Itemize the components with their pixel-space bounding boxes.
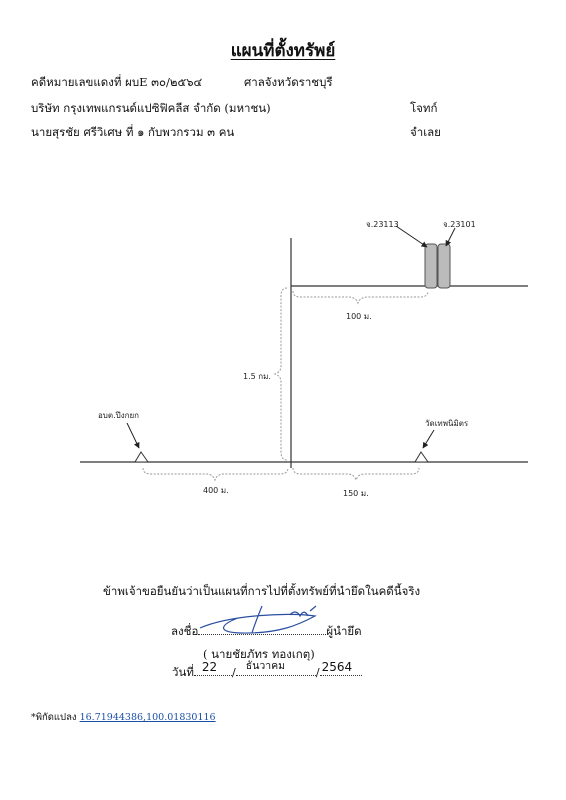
distance-150m-label: 150 ม. (343, 489, 369, 498)
distance-vertical-label: 1.5 กม. (243, 372, 271, 381)
coordinates-line (31, 710, 216, 725)
month-field (236, 660, 316, 676)
brace-400m (143, 468, 288, 480)
defendant-role: จำเลย (410, 125, 441, 139)
signature-line (171, 623, 362, 641)
day-value: 22 (201, 660, 218, 674)
date-sep-2: / (315, 665, 320, 679)
pole-left-arrow (396, 226, 427, 247)
court-name: ศาลจังหวัดราชบุรี (244, 75, 333, 89)
signature-dots (198, 634, 326, 635)
landmark-right-arrow (423, 430, 434, 448)
utility-poles-icon (425, 244, 450, 288)
year-field (320, 660, 362, 676)
landmark-left-triangle-icon (135, 452, 148, 462)
coordinates-label: *พิกัดแปลง (31, 712, 77, 723)
landmark-right-triangle-icon (415, 452, 428, 462)
brace-100m (293, 291, 428, 303)
defendant-name: นายสุรชัย ศรีวิเศษ ที่ ๑ กับพวกรวม ๓ คน (31, 125, 235, 139)
distance-100m-label: 100 ม. (346, 312, 372, 321)
plaintiff-name: บริษัท กรุงเทพแกรนด์แปซิฟิคลีส จำกัด (มหาชน) (31, 101, 271, 115)
day-field (194, 660, 232, 676)
page-title: แผนที่ตั้งทรัพย์ (230, 41, 336, 61)
date-label: วันที่ (172, 665, 194, 679)
pole-left-label: จ.23113 (366, 220, 399, 229)
year-value: 2564 (321, 660, 353, 674)
brace-vertical (275, 288, 287, 460)
sign-label: ลงชื่อ (171, 624, 199, 638)
signer-name: ( นายชัยภัทร ทองเกตุ) (203, 647, 315, 661)
date-sep-1: / (231, 665, 236, 679)
case-number: คดีหมายเลขแดงที่ ผบE ๓๐/๒๕๖๔ (31, 75, 203, 89)
distance-400m-label: 400 ม. (203, 486, 229, 495)
landmark-left-label: อบต.ปึงกยก (98, 411, 139, 420)
date-line (172, 660, 362, 682)
coordinates-link[interactable]: 16.71944386,100.01830116 (79, 712, 216, 723)
plaintiff-role: โจทก์ (410, 101, 438, 115)
pole-right-label: จ.23101 (443, 220, 476, 229)
brace-150m (293, 468, 419, 480)
month-value: ธันวาคม (245, 660, 286, 672)
landmark-right-label: วัดเทพนิมิตร (425, 419, 469, 428)
landmark-left-arrow (127, 423, 139, 448)
certification-statement: ข้าพเจ้าขอยืนยันว่าเป็นแผนที่การไปที่ตั้งทรัพย์ที่นำยึดในคดีนี้จริง (103, 584, 421, 598)
sign-role: ผู้นำยึด (326, 624, 362, 638)
